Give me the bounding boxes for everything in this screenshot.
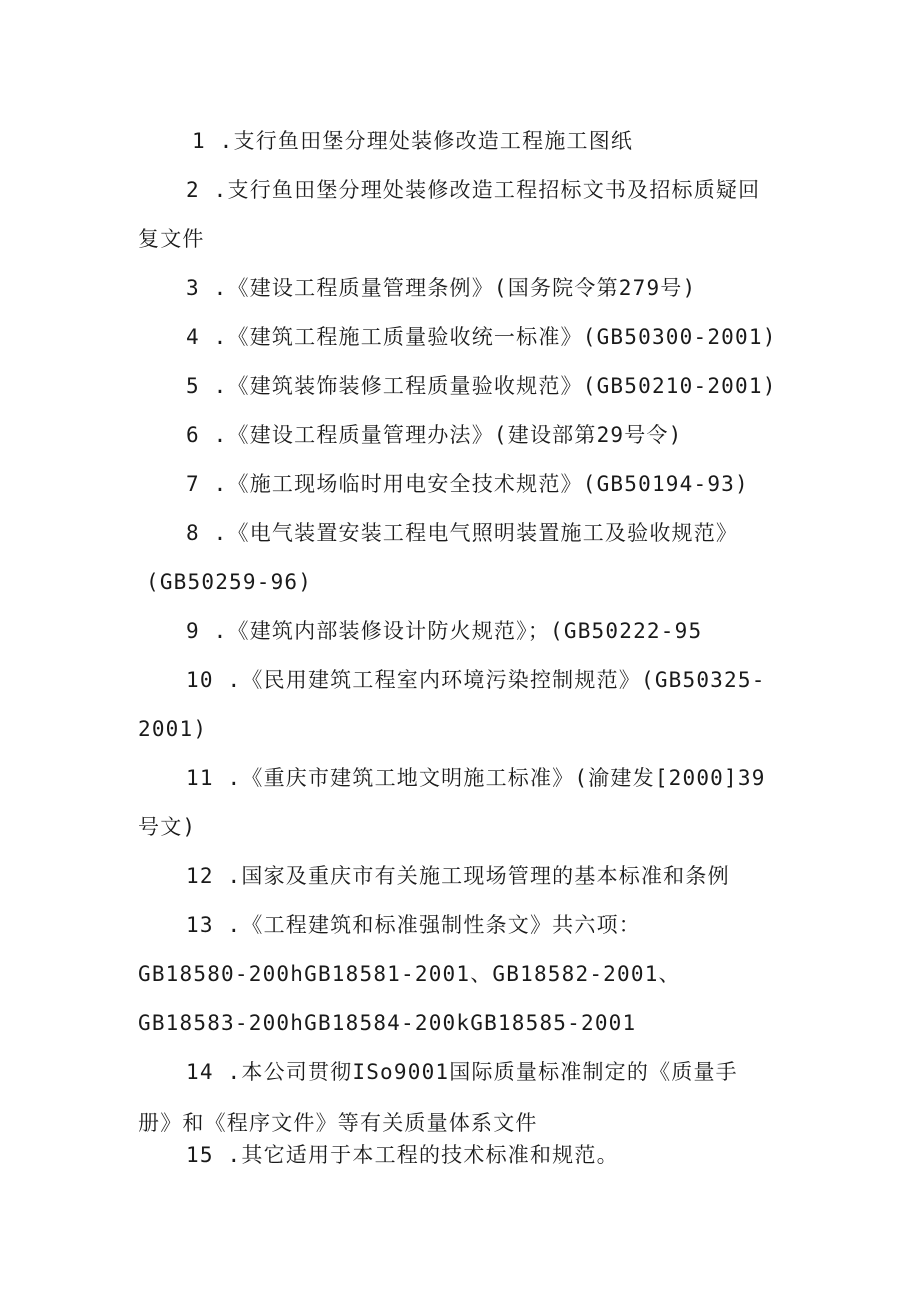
list-item-2: 2 .支行鱼田堡分理处装修改造工程招标文书及招标质疑回 [186, 178, 761, 202]
list-item-2-continuation: 复文件 [138, 227, 205, 251]
list-item-11-continuation: 号文) [138, 815, 197, 839]
list-item-5: 5 .《建筑装饰装修工程质量验收规范》(GB50210-2001) [186, 374, 777, 398]
list-item-12: 12 .国家及重庆市有关施工现场管理的基本标准和条例 [186, 864, 730, 888]
list-item-1: 1 .支行鱼田堡分理处装修改造工程施工图纸 [192, 129, 634, 153]
list-item-14-continuation: 册》和《程序文件》等有关质量体系文件 [138, 1111, 538, 1135]
list-item-4: 4 .《建筑工程施工质量验收统一标准》(GB50300-2001) [186, 325, 777, 349]
list-item-13: 13 .《工程建筑和标准强制性条文》共六项： [186, 913, 641, 937]
list-item-8-continuation: (GB50259-96) [146, 570, 313, 594]
list-item-6: 6 .《建设工程质量管理办法》(建设部第29号令) [186, 423, 683, 447]
list-item-7: 7 .《施工现场临时用电安全技术规范》(GB50194-93) [186, 472, 749, 496]
list-item-14: 14 .本公司贯彻ISo9001国际质量标准制定的《质量手 [186, 1060, 738, 1084]
list-item-15: 15 .其它适用于本工程的技术标准和规范。 [186, 1143, 619, 1167]
list-item-3: 3 .《建设工程质量管理条例》(国务院令第279号) [186, 276, 697, 300]
list-item-13-continuation-2: GB18583-200hGB18584-200kGB18585-2001 [138, 1011, 637, 1035]
list-item-11: 11 .《重庆市建筑工地文明施工标准》(渝建发[2000]39 [186, 766, 766, 790]
list-item-9: 9 .《建筑内部装修设计防火规范》；(GB50222-95 [186, 619, 703, 643]
list-item-10-continuation: 2001) [138, 717, 208, 741]
list-item-8: 8 .《电气装置安装工程电气照明装置施工及验收规范》 [186, 521, 739, 545]
list-item-10: 10 .《民用建筑工程室内环境污染控制规范》(GB50325- [186, 668, 766, 692]
list-item-13-continuation-1: GB18580-200hGB18581-2001、GB18582-2001、 [138, 962, 681, 986]
